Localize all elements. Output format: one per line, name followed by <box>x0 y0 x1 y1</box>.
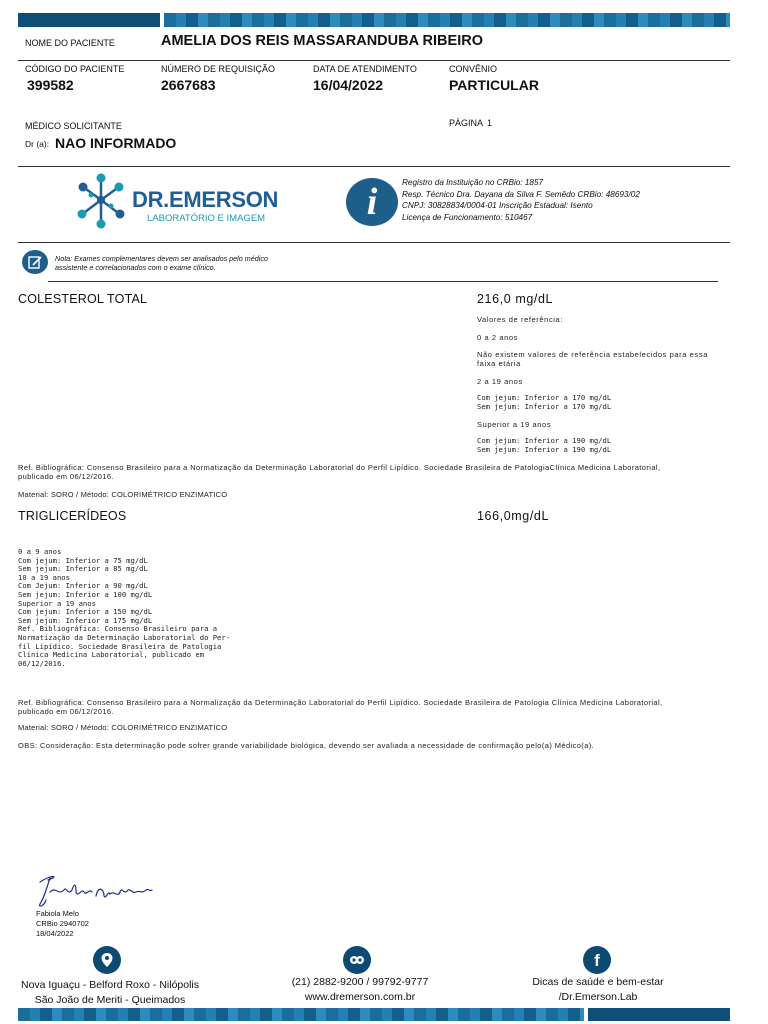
divider <box>48 281 718 282</box>
health-plan: PARTICULAR <box>449 77 539 93</box>
lab-info-line: Licença de Funcionamento: 510467 <box>402 212 533 222</box>
lab-registration-info <box>402 177 640 223</box>
header-bar <box>18 13 730 27</box>
material-method: Material: SORO / Método: COLORIMÉTRICO ENZIMATICO <box>18 723 228 732</box>
signer-registration: CRBio 2940702 <box>36 919 89 928</box>
note-edit-icon <box>22 250 48 274</box>
reference-note: Não existem valores de referência estabelecidos para essa faixa etária <box>477 350 708 368</box>
patient-code: 399582 <box>27 77 74 93</box>
footer-phone: (21) 2882-9200 / 99792-9777 <box>291 976 429 988</box>
doctor-prefix: Dr (a): <box>25 139 50 149</box>
divider <box>18 60 730 61</box>
test-name-triglycerides: TRIGLICERÍDEOS <box>18 509 127 523</box>
signature-date: 18/04/2022 <box>36 929 74 938</box>
service-date: 16/04/2022 <box>313 77 384 93</box>
reference-age-range: 0 a 2 anos <box>477 333 519 342</box>
reference-values: Com jejum: Inferior a 170 mg/dL Sem jejum: Inferior a 170 mg/dL <box>477 393 612 411</box>
reference-age-range: 2 a 19 anos <box>477 377 523 386</box>
bibliographic-reference: Ref. Bibliográfica: Consenso Brasileiro para a Normalização da Determinação Laboratorial do Perfil Lipídico. Sociedade Brasileira de Patologia Clínica Medicina Laboratorial, publicado em 06/12/2016. <box>18 698 663 716</box>
reference-title: Valores de referência: <box>477 315 564 324</box>
test-value-triglycerides: 166,0mg/dL <box>477 509 550 523</box>
lab-note-line: assistente e correlacionados com o exame clínico. <box>55 263 216 272</box>
handwritten-signature <box>34 870 158 912</box>
footer-contact <box>260 975 460 1005</box>
footer-social <box>498 975 698 1005</box>
footer-social-tagline: Dicas de saúde e bem-estar <box>532 976 664 988</box>
lab-brand: DR.EMERSON <box>132 187 279 212</box>
lab-subtitle: LABORATÓRIO E IMAGEM <box>147 213 266 224</box>
divider <box>18 166 730 167</box>
patient-name: AMELIA DOS REIS MASSARANDUBA RIBEIRO <box>161 33 483 49</box>
facebook-icon: f <box>583 946 611 974</box>
footer-bar <box>18 1008 730 1021</box>
patient-name-label: NOME DO PACIENTE <box>25 38 115 48</box>
lab-info-line: Registro da Instituição no CRBio: 1857 <box>402 178 544 187</box>
doctor-label: MÉDICO SOLICITANTE <box>25 121 122 131</box>
doctor-name: NAO INFORMADO <box>55 135 177 151</box>
signer-name: Fabiola Melo <box>36 909 79 918</box>
lab-note <box>55 254 268 272</box>
contact-icon <box>343 946 371 974</box>
material-method: Material: SORO / Método: COLORIMÉTRICO ENZIMATICO <box>18 490 228 499</box>
location-pin-icon <box>93 946 121 974</box>
request-number-label: NÚMERO DE REQUISIÇÃO <box>161 64 276 74</box>
page-label: PÁGINA <box>449 118 484 128</box>
service-date-label: DATA DE ATENDIMENTO <box>313 64 417 74</box>
footer-facebook-link[interactable]: /Dr.Emerson.Lab <box>558 991 638 1003</box>
patient-code-label: CÓDIGO DO PACIENTE <box>25 64 125 74</box>
test-name-cholesterol: COLESTEROL TOTAL <box>18 292 148 306</box>
request-number: 2667683 <box>161 77 216 93</box>
lab-info-line: Resp. Técnico Dra. Dayana da Silva F. Semêdo CRBio: 48693/02 <box>402 189 640 199</box>
reference-values: Com jejum: Inferior a 190 mg/dL Sem jejum: Inferior a 190 mg/dL <box>477 436 612 454</box>
lab-info-line: CNPJ: 30828834/0004-01 Inscrição Estadual: Isento <box>402 201 593 210</box>
health-plan-label: CONVÊNIO <box>449 64 498 74</box>
signature-block <box>36 909 89 939</box>
footer-address-line: Nova Iguaçu - Belford Roxo - Nilópolis <box>21 979 199 991</box>
lab-note-line: Nota: Exames complementares devem ser analisados pelo médico <box>55 254 268 263</box>
page-number: 1 <box>487 118 493 128</box>
info-icon: i <box>346 178 398 226</box>
lab-logo-icon <box>76 169 126 231</box>
bibliographic-reference: Ref. Bibliográfica: Consenso Brasileiro para a Normatização da Determinação Laboratorial do Perfil Lipídico. Sociedade Brasileira de PatologiaClínica Medicina Laboratorial, publicado em 06/12/2016. <box>18 463 661 481</box>
triglycerides-reference: 0 a 9 anos Com jejum: Inferior a 75 mg/dL Sem jejum: Inferior a 85 mg/dL 10 a 19 anos Com Jejum: Inferior a 90 mg/dL Sem jejum: Inferior a 100 mg/dL Superior a 19 anos Com jejum: Inferior a 150 mg/dL Sem jejum: Inferior a 175 mg/dL Ref. Bibliográfica: Consenso Brasileiro para a Normatização da Determinação Laboratorial do Per- fil Lipídico. Sociedade Brasileira de Patologia Clínica Medicina Laboratorial, publicado em 06/12/2016. <box>18 547 231 668</box>
footer-website-link[interactable]: www.dremerson.com.br <box>304 991 416 1003</box>
footer-address-line: São João de Meriti - Queimados <box>34 994 186 1006</box>
footer-addresses <box>10 978 210 1008</box>
test-value-cholesterol: 216,0 mg/dL <box>477 292 554 306</box>
reference-age-range: Superior a 19 anos <box>477 420 552 429</box>
observation: OBS: Consideração: Esta determinação pode sofrer grande variabilidade biológica, devendo ser avaliada a necessidade de confirmação pelo(a) Médico(a). <box>18 741 595 750</box>
divider <box>18 242 730 243</box>
